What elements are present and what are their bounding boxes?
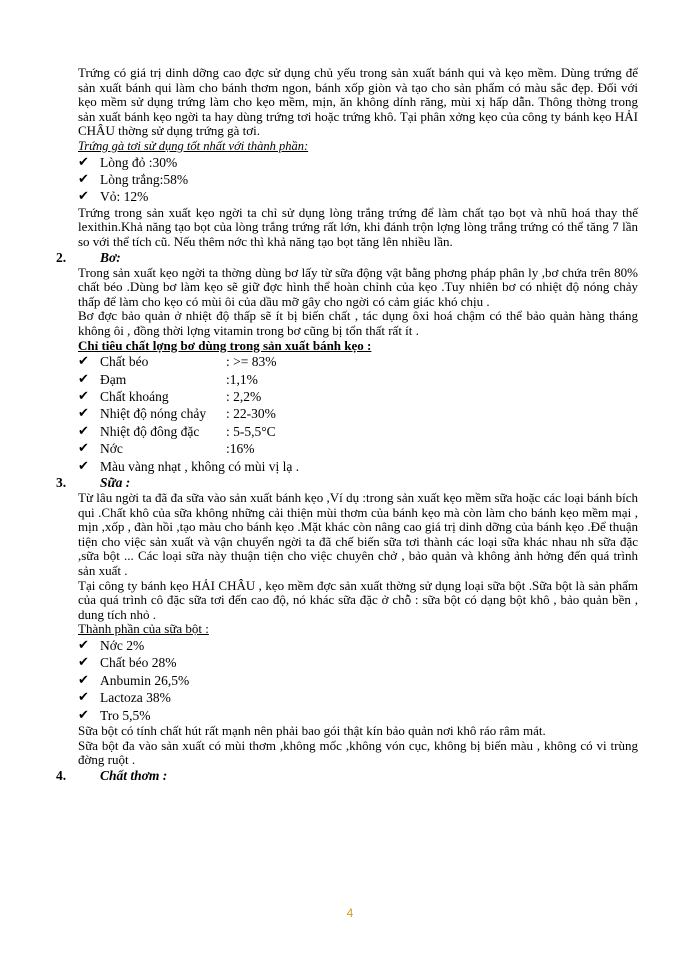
checkmark-icon: ✔ <box>78 406 89 422</box>
component-item: ✔ Nớc 2% <box>78 637 145 653</box>
criteria-item: ✔ Nớc :16% <box>78 441 255 457</box>
checkmark-icon: ✔ <box>78 388 89 404</box>
checkmark-icon: ✔ <box>78 154 89 170</box>
checkmark-icon: ✔ <box>78 171 89 187</box>
criteria-item: ✔ Chất béo : >= 83% <box>78 354 277 370</box>
section-heading-chat-thom: 4. Chất thơm : <box>56 767 168 783</box>
egg-item: ✔ Lòng trắng:58% <box>78 171 189 187</box>
milk-paragraph-2: Tại công ty bánh kẹo HẢI CHÂU , kẹo mềm đợc sản xuất thờng sử dụng loại sữa bột .Sữa bột là sản phẩm của quá trình cô đặc sữa tơi đến cao độ, nó khác sữa đặc ở chỗ : sữa bột có dạng bột khô , bảo quản bền , dung tích nhỏ . <box>78 577 638 622</box>
component-item: ✔ Chất béo 28% <box>78 655 177 671</box>
section-heading-bo: 2. Bơ: <box>56 249 121 265</box>
egg-item: ✔ Vỏ: 12% <box>78 189 149 205</box>
checkmark-icon: ✔ <box>78 655 89 671</box>
checkmark-icon: ✔ <box>78 189 89 205</box>
page-content <box>56 65 638 784</box>
butter-paragraph-2: Bơ đợc bảo quản ở nhiệt độ thấp sẽ ít bị biến chất , tác dụng ôxi hoá chậm có thể bảo quản hàng tháng không ôi , đồng thời lợng vitamin trong bơ cũng bị tổn thất rất ít . <box>78 308 638 338</box>
milk-paragraph-4: Sữa bột đa vào sản xuất có mùi thơm ,không mốc ,không vón cục, không bị biến màu , không có vi trùng đờng ruột . <box>78 737 638 768</box>
butter-paragraph-1: Trong sản xuất kẹo ngời ta thờng dùng bơ lấy từ sữa động vật bằng phơng pháp phân ly ,bơ chứa trên 80% chất béo .Dùng bơ làm kẹo sẽ giữ đợc hình thể hoàn chỉnh của kẹo .Tuy nhiên bơ có nhiệt độ nóng chảy thấp để làm cho kẹo có mùi ôi của dầu mỡ gây cho ngời có cảm giác khó chịu . <box>78 264 638 309</box>
criteria-item: ✔ Nhiệt độ nóng chảy : 22-30% <box>78 406 276 422</box>
milk-paragraph-1: Từ lâu ngời ta đã đa sữa vào sản xuất bánh kẹo ,Ví dụ :trong sản xuất kẹo mềm sữa hoặc các loại bánh bích qui .Chất khô của sữa không những cải thiện mùi thơm của bánh kẹo mà còn làm cho bánh kẹo mềm mại , mịn ,xốp , đàn hồi ,tạo màu cho bánh kẹo .Mặt khác còn nâng cao giá trị dinh dỡng của bánh kẹo .Để thuận tiện cho việc sản xuất và vận chuyển ngời ta đã chế biến sữa tơi thành các loại sữa khác nhau nh sữa đặc ,sữa bột ... Các loại sữa này thuận tiện cho việc chuyên chở , bảo quản và không ảnh hởng đến quá trình sản xuất . <box>78 489 638 578</box>
egg-closing-paragraph: Trứng trong sản xuất kẹo ngời ta chỉ sử dụng lòng trắng trứng để làm chất tạo bọt và nhũ hoá thay thế lexithin.Khả năng tạo bọt của lòng trắng trứng rất lớn, khi đánh trộn lợng lòng trắng trứng có thể tăng 7 lần so với thể tích cũ. Nếu thêm nớc thì khả năng tạo bọt tăng lên nhiều lần. <box>78 204 638 249</box>
egg-composition-subheading: Trứng gà tơi sử dụng tốt nhất với thành phần: <box>78 138 309 153</box>
criteria-item: ✔ Nhiệt độ đông đặc : 5-5,5°C <box>78 423 276 439</box>
milk-components-title: Thành phần của sữa bột : <box>78 621 209 637</box>
checkmark-icon: ✔ <box>78 637 89 653</box>
butter-criteria-title: Chỉ tiêu chất lợng bơ dùng trong sản xuất bánh kẹo : <box>78 337 372 353</box>
checkmark-icon: ✔ <box>78 371 89 387</box>
checkmark-icon: ✔ <box>78 458 89 474</box>
milk-paragraph-3: Sữa bột có tính chất hút rất mạnh nên phải bao gói thật kín bảo quản nơi khô ráo râm mát. <box>78 722 546 738</box>
page-number: 4 <box>346 906 354 920</box>
intro-paragraph: Trứng có giá trị dinh dỡng cao đợc sử dụng chủ yếu trong sản xuất bánh qui và kẹo mềm. Dùng trứng để sản xuất bánh qui làm cho bánh thơm ngon, bánh xốp giòn và tạo cho sản phẩm có màu sắc đẹp. Đối với kẹo mềm sử dụng trứng làm cho kẹo mềm, mịn, ăn không dính răng, mùi xị hấp dẫn. Thông thờng trong sản xuất bánh kẹo ngời ta hay dùng trứng tơi hoặc trứng khô. Tại phân xởng kẹo của công ty bánh kẹo HẢI CHÂU thờng sử dụng trứng gà tơi. <box>78 65 638 139</box>
section-heading-sua: 3. Sữa : <box>56 474 131 490</box>
component-item: ✔ Lactoza 38% <box>78 690 171 706</box>
checkmark-icon: ✔ <box>78 441 89 457</box>
egg-item: ✔ Lòng đỏ :30% <box>78 154 178 170</box>
checkmark-icon: ✔ <box>78 707 89 723</box>
component-item: ✔ Anbumin 26,5% <box>78 672 190 688</box>
checkmark-icon: ✔ <box>78 690 89 706</box>
criteria-item: ✔ Đạm :1,1% <box>78 371 258 387</box>
criteria-item: ✔ Màu vàng nhạt , không có mùi vị lạ . <box>78 458 300 474</box>
component-item: ✔ Tro 5,5% <box>78 707 151 723</box>
checkmark-icon: ✔ <box>78 423 89 439</box>
checkmark-icon: ✔ <box>78 354 89 370</box>
criteria-item: ✔ Chất khoáng : 2,2% <box>78 388 262 404</box>
checkmark-icon: ✔ <box>78 672 89 688</box>
